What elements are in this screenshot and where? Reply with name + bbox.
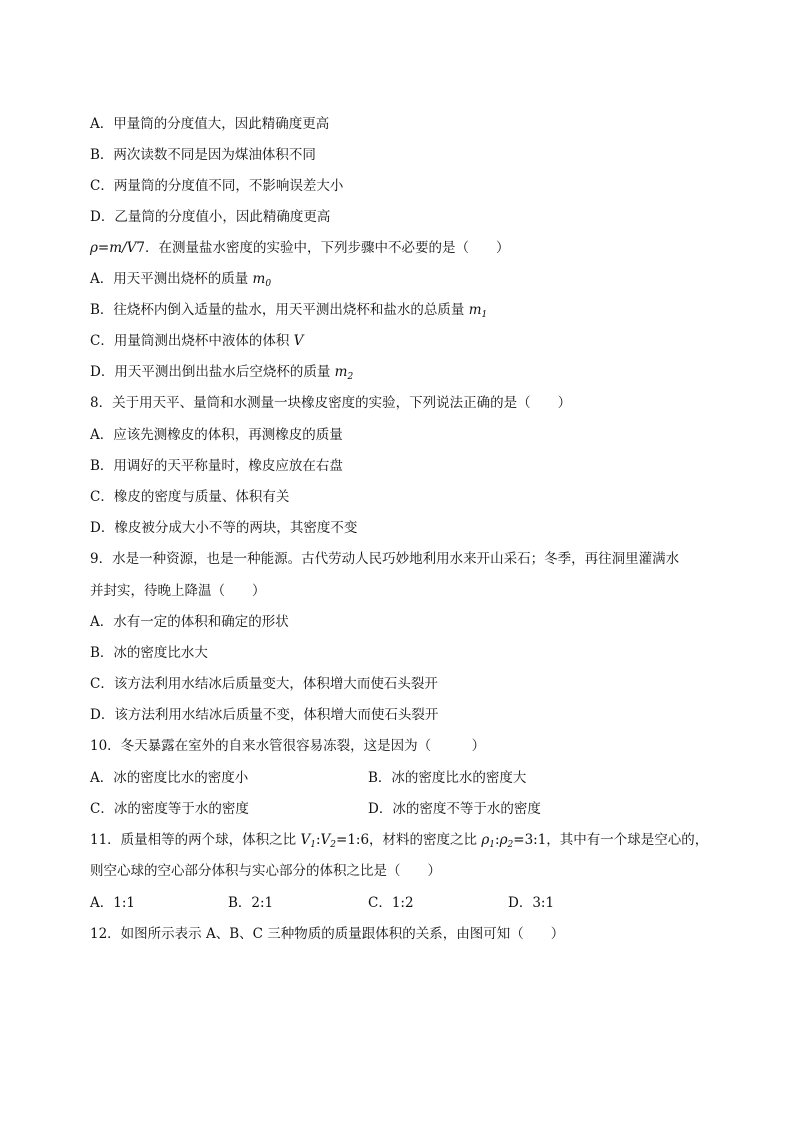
q10-option-d: D．冰的密度不等于水的密度 (368, 801, 541, 817)
q9-option-a: A．水有一定的体积和确定的形状 (90, 614, 289, 630)
q8-option-d: D．橡皮被分成大小不等的两块，其密度不变 (90, 520, 358, 536)
q11-rho2: ρ (499, 832, 508, 848)
q11-stem-pre: 11．质量相等的两个球，体积之比 (90, 832, 301, 848)
q8-option-a: A．应该先测橡皮的体积，再测橡皮的质量 (90, 427, 343, 443)
q6-option-c: C．两量筒的分度值不同，不影响误差大小 (90, 178, 344, 194)
q7-option-c (90, 330, 303, 352)
q7-option-a (90, 268, 271, 290)
q10-option-a: A．冰的密度比水的密度小 (90, 770, 249, 786)
q7-option-a-sub: 0 (265, 279, 272, 289)
q7-option-c-text: C．用量筒测出烧杯中液体的体积 (90, 333, 294, 349)
q11-v2: V (320, 832, 331, 848)
q7-option-d-var: m (334, 364, 348, 380)
q11-rho1-sub: 1 (489, 840, 496, 850)
q6-option-b: B．两次读数不同是因为煤油体积不同 (90, 147, 316, 163)
q8-stem: 8．关于用天平、量筒和水测量一块橡皮密度的实验，下列说法正确的是（ ） (90, 395, 572, 411)
q10-option-b: B．冰的密度比水的密度大 (368, 770, 527, 786)
q11-stem-line1 (90, 829, 708, 851)
q11-option-c: C．1:2 (368, 895, 414, 911)
q7-option-b (90, 299, 487, 321)
q8-option-b: B．用调好的天平称量时，橡皮应放在右盘 (90, 458, 343, 474)
q7-option-d-sub: 2 (347, 372, 354, 382)
q11-rho2-sub: 2 (507, 840, 514, 850)
q12-stem: 12．如图所示表示 A、B、C 三种物质的质量跟体积的关系，由图可知（ ） (90, 926, 565, 942)
q9-option-d: D．该方法利用水结冰后质量不变，体积增大而使石头裂开 (90, 707, 439, 723)
q11-stem-post: =3:1，其中有一个球是空心的， (513, 832, 709, 848)
q7-stem-line (90, 237, 509, 259)
q7-option-b-text: B．往烧杯内倒入适量的盐水，用天平测出烧杯和盐水的总质量 (90, 302, 469, 318)
q8-option-c: C．橡皮的密度与质量、体积有关 (90, 489, 290, 505)
q11-v1-sub: 1 (310, 840, 316, 850)
q11-rho1: ρ (481, 832, 490, 848)
q7-formula-prefix: ρ=m/V (90, 240, 137, 256)
q11-stem-line2: 则空心球的空心部分体积与实心部分的体积之比是（ ） (90, 863, 441, 879)
q7-option-b-sub: 1 (481, 310, 488, 320)
q7-option-a-var: m (252, 271, 266, 287)
q10-stem: 10．冬天暴露在室外的自来水管很容易冻裂，这是因为（ ） (90, 738, 486, 754)
q11-colon2: : (495, 832, 500, 848)
q7-option-c-var: V (293, 333, 304, 349)
q7-option-a-text: A．用天平测出烧杯的质量 (90, 271, 253, 287)
q10-option-c: C．冰的密度等于水的密度 (90, 801, 249, 817)
q11-colon1: : (315, 832, 321, 848)
q11-option-d: D．3:1 (508, 895, 555, 911)
q6-option-d: D．乙量筒的分度值小，因此精确度更高 (90, 209, 331, 225)
q11-v1: V (300, 832, 311, 848)
q7-option-b-var: m (468, 302, 482, 318)
q9-stem-line2: 并封实，待晚上降温（ ） (90, 583, 266, 599)
q7-option-d-text: D．用天平测出倒出盐水后空烧杯的质量 (90, 364, 335, 380)
q11-option-b: B．2:1 (228, 895, 274, 911)
q11-ratio1: =1:6，材料的密度之比 (336, 832, 482, 848)
q6-option-a: A．甲量筒的分度值大，因此精确度更高 (90, 116, 330, 132)
q9-option-b: B．冰的密度比水大 (90, 645, 208, 661)
q9-option-c: C．该方法利用水结冰后质量变大，体积增大而使石头裂开 (90, 676, 438, 692)
q7-stem: 7．在测量盐水密度的实验中，下列步骤中不必要的是（ ） (136, 240, 510, 256)
q11-v2-sub: 2 (330, 840, 337, 850)
q7-option-d (90, 361, 353, 383)
q9-stem-line1: 9．水是一种资源，也是一种能源。古代劳动人民巧妙地利用水来开山采石；冬季，再往洞里灌满水 (90, 551, 680, 567)
q11-option-a: A．1:1 (90, 895, 135, 911)
